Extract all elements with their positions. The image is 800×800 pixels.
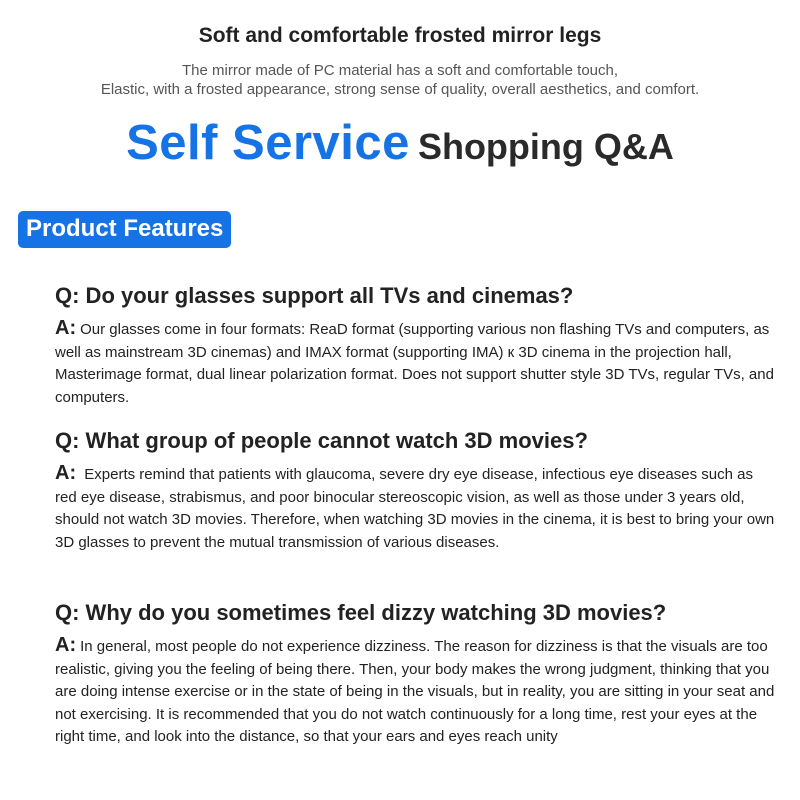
answer-body: Our glasses come in four formats: ReaD format (supporting various non flashing TVs and computers, as well as mainstream 3D cinemas) and IMAX format (supporting IMA) к 3D cinema in the projection hall, Masterimage format, dual linear polarization format. Does not support shutter style 3D TVs, regular TVs, and computers. xyxy=(55,321,774,406)
question-text: Q: Do your glasses support all TVs and cinemas? xyxy=(55,283,574,308)
section-description xyxy=(0,61,800,99)
description-line-1: The mirror made of PC material has a soft and comfortable touch, xyxy=(181,62,619,79)
answer-body: Experts remind that patients with glaucoma, severe dry eye disease, infectious eye diseases such as red eye disease, strabismus, and poor binocular stereoscopic vision, as well as those under 3 years old, should not watch 3D movies. Therefore, when watching 3D movies in the cinema, it is best to bring your own 3D glasses to prevent the mutual transmission of various diseases. xyxy=(55,466,775,551)
qa-item xyxy=(55,428,775,554)
description-line-2: Elastic, with a frosted appearance, strong sense of quality, overall aesthetics, and comfort. xyxy=(100,81,700,98)
product-features-badge: Product Features xyxy=(18,211,231,248)
answer-text xyxy=(55,317,775,409)
answer-label: A: xyxy=(55,317,77,339)
answer-label: A: xyxy=(55,462,77,484)
page-title xyxy=(0,115,800,171)
answer-body: In general, most people do not experience dizziness. The reason for dizziness is that the visuals are too realistic, giving you the feeling of being there. Then, your body makes the wrong judgment, thinking that you are doing intense exercise or in the state of being in the visuals, but in reality, you are sitting in your seat and not exercising. It is recommended that you do not watch continuously for a long time, rest your eyes at the right time, and look into the distance, so that your ears and eyes reach unity xyxy=(55,638,775,745)
page-title-rest: Shopping Q&A xyxy=(417,126,674,167)
page-title-highlight: Self Service xyxy=(126,116,410,170)
question-text: Q: What group of people cannot watch 3D movies? xyxy=(55,428,588,453)
qa-item xyxy=(55,283,775,409)
answer-text xyxy=(55,634,775,749)
answer-text xyxy=(55,462,775,554)
answer-label: A: xyxy=(55,634,77,656)
section-heading: Soft and comfortable frosted mirror legs xyxy=(198,24,602,47)
question-text: Q: Why do you sometimes feel dizzy watching 3D movies? xyxy=(55,600,667,625)
qa-item xyxy=(55,600,775,749)
